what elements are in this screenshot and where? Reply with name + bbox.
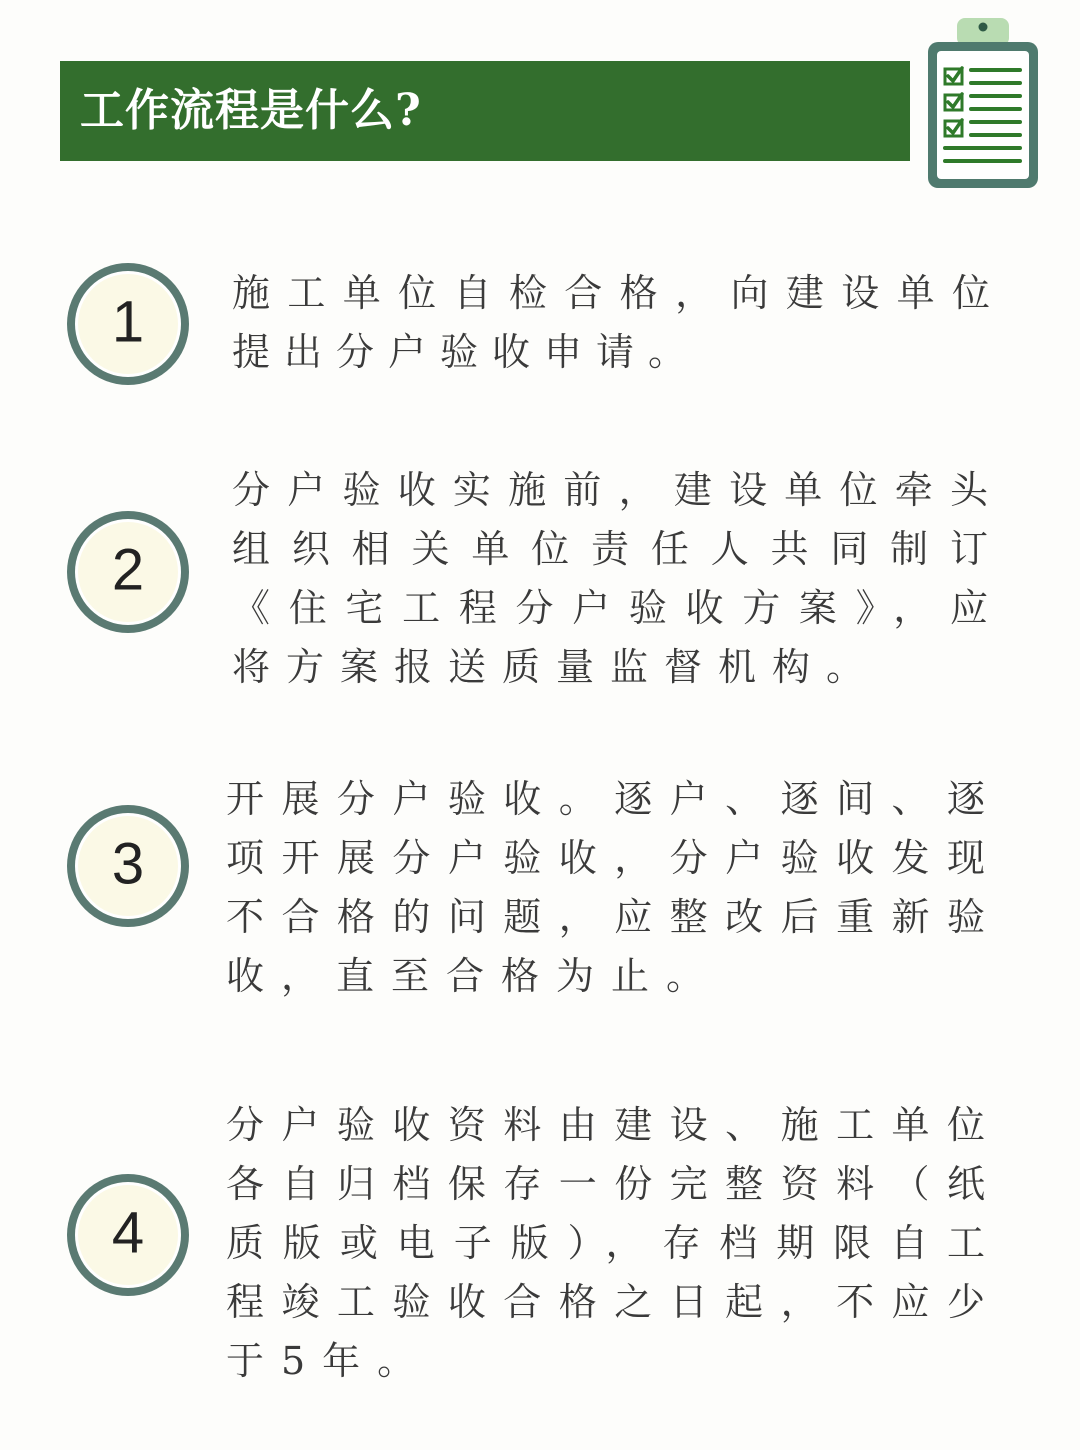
step-number-badge [62,800,194,932]
step-description: 开展分户验收。逐户、逐间、逐项开展分户验收，分户验收发现不合格的问题，应整改后重新验收，直至合格为止。 [226,777,1002,998]
clipboard-checklist-icon [922,14,1044,194]
step-number-badge [62,1169,194,1301]
step-number-badge [62,258,194,390]
step-number: 1 [111,289,145,355]
step-number: 2 [111,537,145,603]
step-number: 4 [111,1200,145,1266]
step-description: 分户验收资料由建设、施工单位各自归档保存一份完整资料（纸质版或电子版），存档期限自工程竣工验收合格之日起，不应少于5年。 [226,1103,1002,1383]
page-title: 工作流程是什么? [80,85,422,136]
step-number-badge [62,506,194,638]
step-description: 施工单位自检合格，向建设单位提出分户验收申请。 [232,271,1004,374]
title-bar [60,61,910,161]
step-number: 3 [111,831,145,897]
step-description: 分户验收实施前，建设单位牵头组织相关单位责任人共同制订《住宅工程分户验收方案》，应将方案报送质量监督机构。 [232,468,1004,689]
